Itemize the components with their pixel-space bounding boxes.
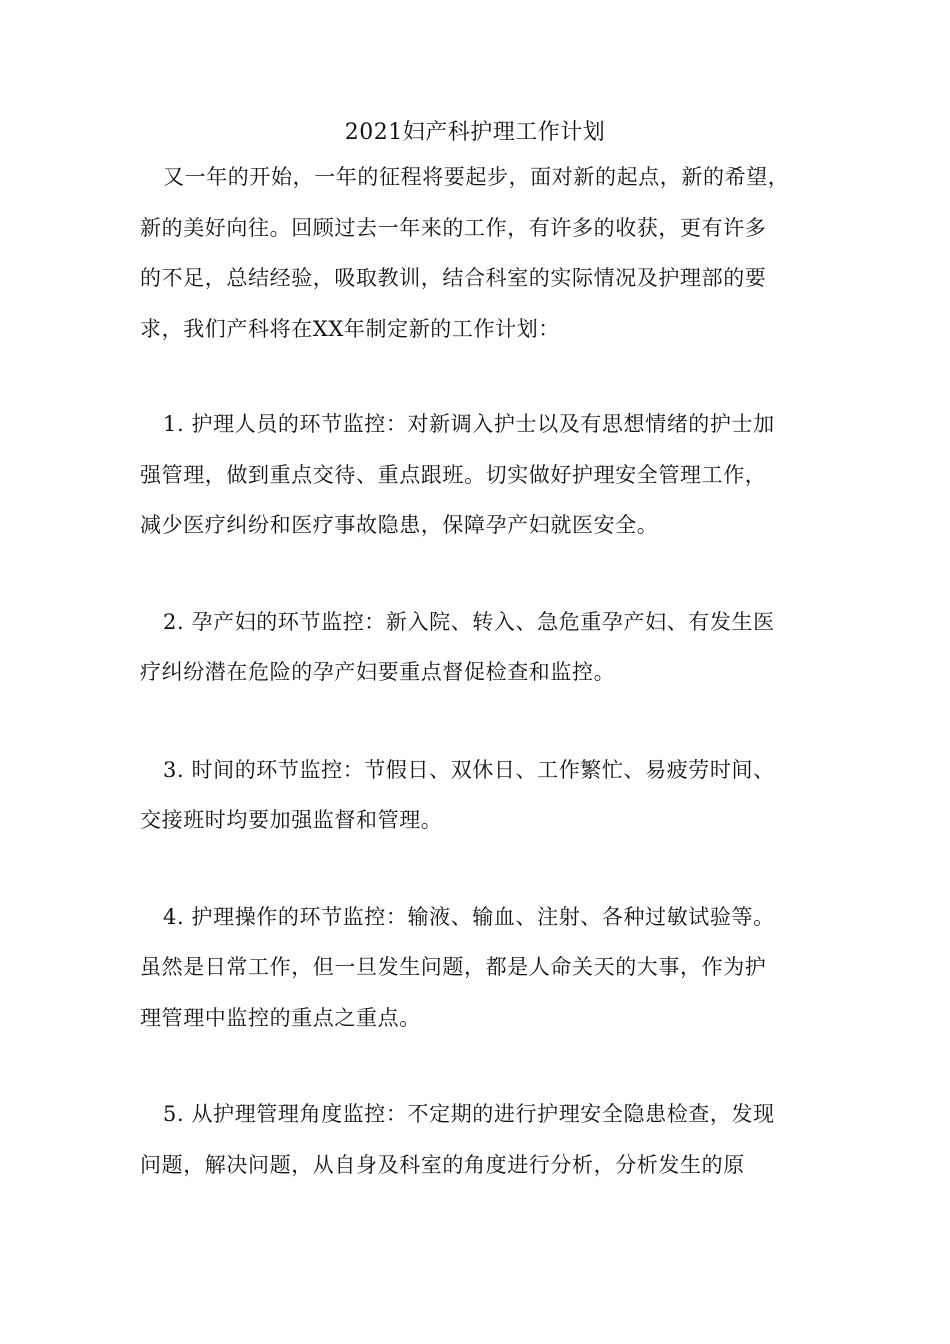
intro-line-2: 新的美好向往。回顾过去一年来的工作，有许多的收获，更有许多: [140, 216, 767, 240]
item-4-line-3: 理管理中监控的重点之重点。: [140, 1006, 421, 1030]
item-2-line-1: 2. 孕产妇的环节监控：新入院、转入、急危重孕产妇、有发生医: [163, 610, 775, 634]
item-4-line-2: 虽然是日常工作，但一旦发生问题，都是人命关天的大事，作为护: [140, 955, 767, 979]
item-4-line-1: 4. 护理操作的环节监控：输液、输血、注射、各种过敏试验等。: [163, 905, 775, 929]
item-5-line-1: 5. 从护理管理角度监控：不定期的进行护理安全隐患检查，发现: [163, 1102, 775, 1126]
item-1-line-1: 1. 护理人员的环节监控：对新调入护士以及有思想情绪的护士加: [163, 412, 775, 436]
item-3-line-1: 3. 时间的环节监控：节假日、双休日、工作繁忙、易疲劳时间、: [163, 758, 775, 782]
item-3-line-2: 交接班时均要加强监督和管理。: [140, 808, 443, 832]
intro-line-4: 求，我们产科将在XX年制定新的工作计划：: [140, 317, 560, 341]
item-5-line-2: 问题，解决问题，从自身及科室的角度进行分析，分析发生的原: [140, 1153, 745, 1177]
item-2-line-2: 疗纠纷潜在危险的孕产妇要重点督促检查和监控。: [140, 660, 616, 684]
item-1-line-2: 强管理，做到重点交待、重点跟班。切实做好护理安全管理工作，: [140, 463, 767, 487]
document-title: 2021妇产科护理工作计划: [344, 120, 606, 145]
intro-line-1: 又一年的开始，一年的征程将要起步，面对新的起点，新的希望，: [163, 165, 790, 189]
intro-line-3: 的不足，总结经验，吸取教训，结合科室的实际情况及护理部的要: [140, 266, 767, 290]
item-1-line-3: 减少医疗纠纷和医疗事故隐患，保障孕产妇就医安全。: [140, 513, 659, 537]
